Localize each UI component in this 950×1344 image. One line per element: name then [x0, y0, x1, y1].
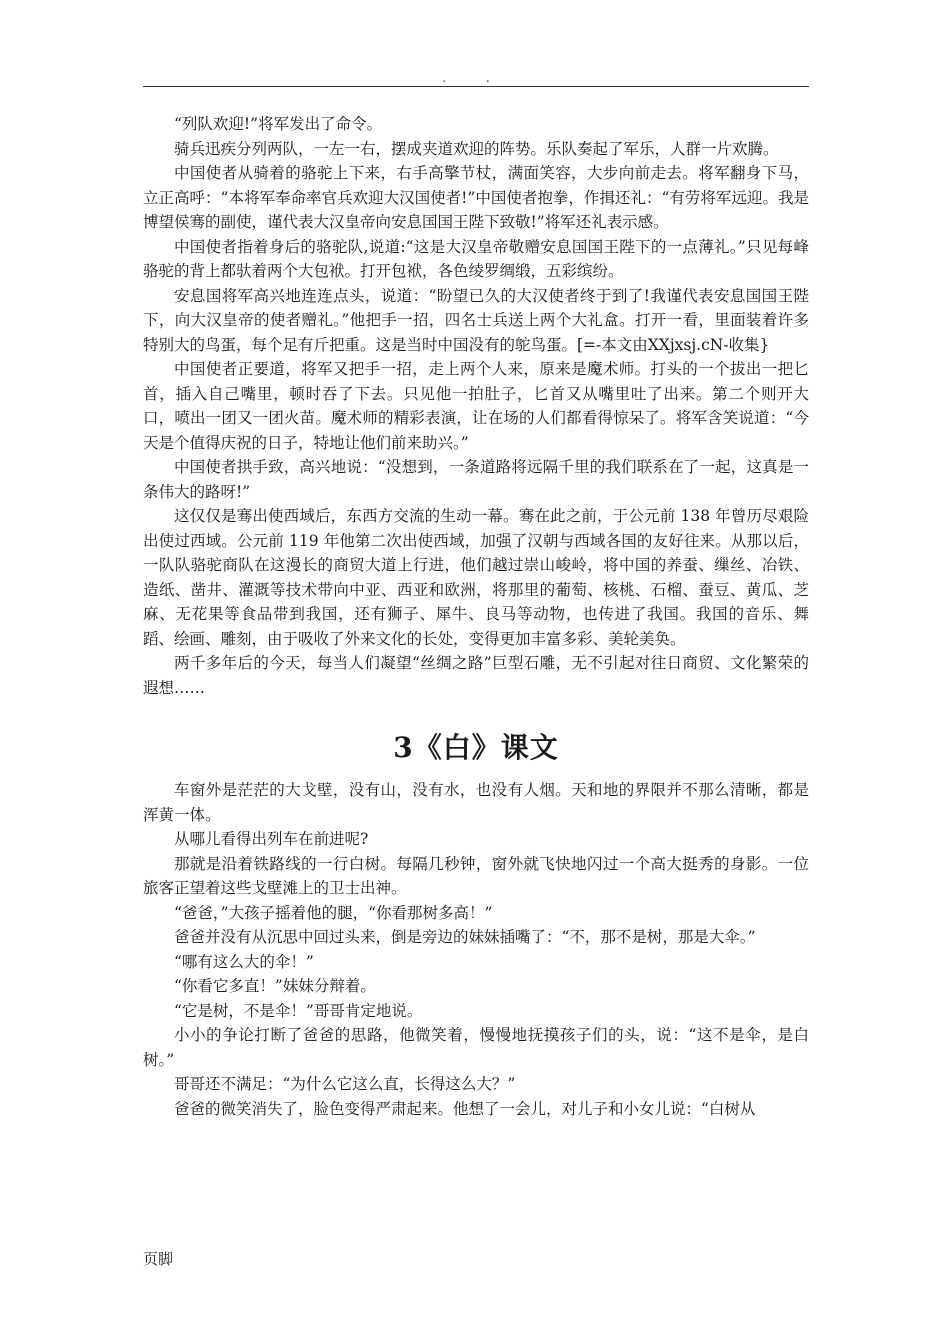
page-footer: 页脚 [143, 1250, 174, 1268]
paragraph: 爸爸的微笑消失了，脸色变得严肃起来。他想了一会儿，对儿子和小女儿说：“白树从 [174, 1099, 756, 1118]
paragraph: 那就是沿着铁路线的一行白树。每隔几秒钟，窗外就飞快地闪过一个高大挺秀的身影。一位旅客正望着这些戈壁滩上的卫士出神。 [143, 854, 809, 897]
section-silk-road-story [143, 112, 809, 700]
paragraph: “你看它多直！”妹妹分辩着。 [174, 977, 376, 995]
paragraph: 爸爸并没有从沉思中回过头来，倒是旁边的妹妹插嘴了：“不，那不是树，那是大伞。” [174, 928, 756, 946]
paragraph: 车窗外是茫茫的大戈壁，没有山，没有水，也没有人烟。天和地的界限并不那么清晰，都是浑黄一体。 [143, 781, 809, 824]
page-body [143, 112, 809, 1121]
paragraph: “它是树，不是伞！”哥哥肯定地说。 [174, 1001, 423, 1020]
paragraph: 小小的争论打断了爸爸的思路，他微笑着，慢慢地抚摸孩子们的头，说：“这不是伞，是白树。” [143, 1026, 809, 1069]
paragraph: 这仅仅是骞出使西域后，东西方交流的生动一幕。骞在此之前，于公元前 138 年曾历尽艰险出使过西域。公元前 119 年他第二次出使西域，加强了汉朝与西域各国的友好往来。从那以后，一队队骆驼商队在这漫长的商贸大道上行进，他们越过崇山峻岭，将中国的养蚕、缫丝、冶铁、造纸、凿井、灌溉等技术带向中亚、西亚和欧洲，将那里的葡萄、核桃、石榴、蚕豆、黄瓜、芝麻、无花果等食品带到我国，还有狮子、犀牛、良马等动物，也传进了我国。我国的音乐、舞蹈、绘画、雕刻，由于吸收了外来文化的长处，变得更加丰富多彩、美轮美奂。 [143, 507, 809, 648]
paragraph: “列队欢迎!”将军发出了命令。 [174, 115, 383, 133]
paragraph: 安息国将军高兴地连连点头，说道：“盼望已久的大汉使者终于到了!我谨代表安息国国王陛下，向大汉皇帝的使者赠礼。”他把手一招，四名士兵送上两个大礼盒。打开一看，里面装着许多特别大的鸟蛋，每个足有斤把重。这是当时中国没有的鸵鸟蛋。[=-本文由XXjxsj.cN-收集} [143, 286, 809, 354]
page-header-dots: . . [442, 71, 508, 85]
paragraph: “爸爸，”大孩子摇着他的腿，“你看那树多高！” [174, 903, 493, 922]
paragraph: 中国使者指着身后的骆驼队,说道:“这是大汉皇帝敬赠安息国国王陛下的一点薄礼。”只见每峰骆驼的背上都驮着两个大包袱。打开包袱，各色绫罗绸缎，五彩缤纷。 [143, 237, 809, 280]
paragraph: 两千多年后的今天，每当人们凝望“丝绸之路”巨型石雕，无不引起对往日商贸、文化繁荣的遐想…… [143, 654, 809, 697]
paragraph: “哪有这么大的伞！” [174, 952, 314, 971]
paragraph: 中国使者从骑着的骆驼上下来，右手高擎节杖，满面笑容，大步向前走去。将军翻身下马，立正高呼：“本将军奉命率官兵欢迎大汉国使者!”中国使者抱拳，作揖还礼：“有劳将军远迎。我是博望侯骞的副使，谨代表大汉皇帝向安息国国王陛下致敬!”将军还礼表示感。 [143, 164, 809, 231]
header-rule [143, 86, 809, 87]
paragraph: 从哪儿看得出列车在前进呢? [174, 830, 369, 848]
section-title: 3《白》课文 [393, 731, 559, 764]
paragraph: 骑兵迅疾分列两队，一左一右，摆成夹道欢迎的阵势。乐队奏起了军乐，人群一片欢腾。 [174, 139, 779, 158]
section-lesson-text [143, 778, 809, 1121]
paragraph: 哥哥还不满足：“为什么它这么直，长得这么大？” [174, 1075, 516, 1093]
paragraph: 中国使者拱手致，高兴地说：“没想到，一条道路将远隔千里的我们联系在了一起，这真是一条伟大的路呀!” [143, 458, 809, 501]
paragraph: 中国使者正要道，将军又把手一招，走上两个人来，原来是魔术师。打头的一个拔出一把匕首，插入自己嘴里，顿时吞了下去。只见他一拍肚子，匕首又从嘴里吐了出来。第二个则开大口，喷出一团又一团火苗。魔术师的精彩表演，让在场的人们都看得惊呆了。将军含笑说道：“今天是个值得庆祝的日子，特地让他们前来助兴。” [143, 360, 809, 452]
